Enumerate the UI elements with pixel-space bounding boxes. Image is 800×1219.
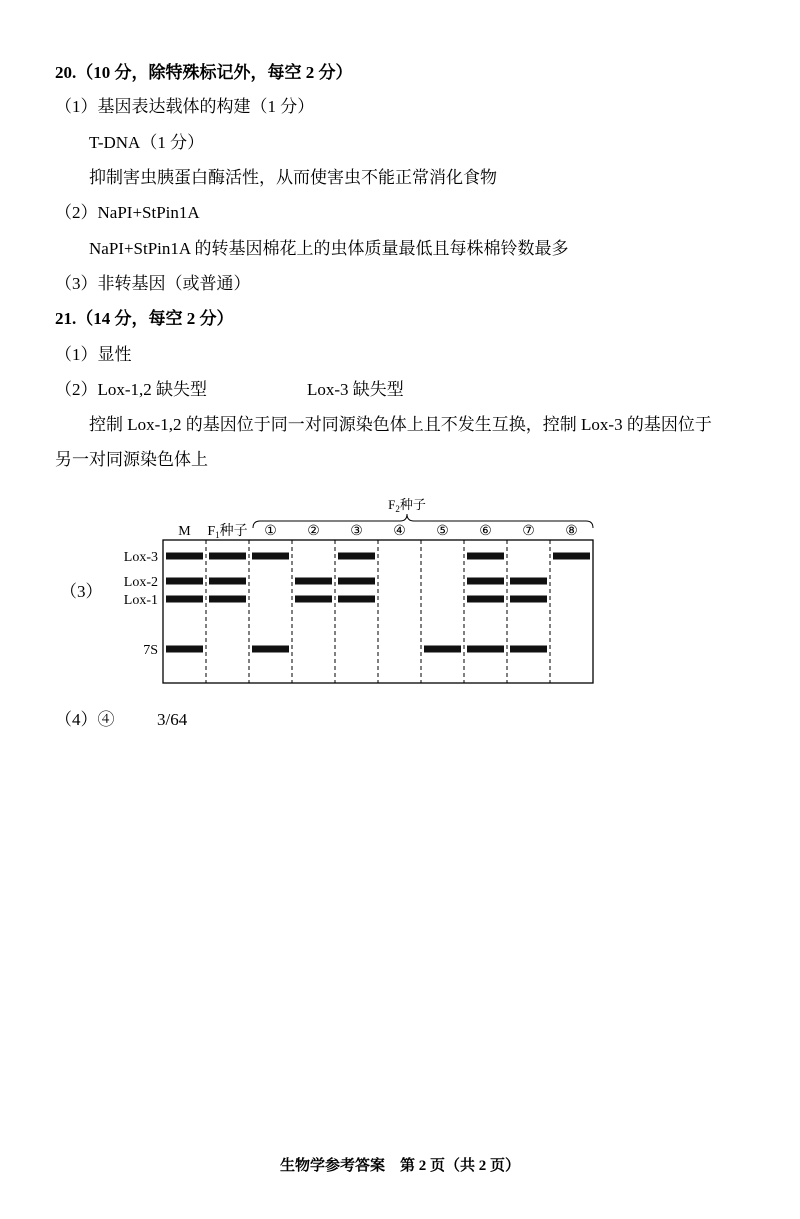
label-main: ⑤ <box>436 524 449 539</box>
lane-label-1 <box>207 523 247 540</box>
lane-label-3 <box>307 524 320 539</box>
q21-heading: 21.（14 分，每空 2 分） <box>55 309 234 328</box>
band-lox-1-lane-1 <box>209 596 246 603</box>
band-lox-3-lane-1 <box>209 553 246 560</box>
row-label-7s: 7S <box>143 643 158 658</box>
band-lox-1-lane-7 <box>467 596 504 603</box>
lane-label-7 <box>479 524 492 539</box>
label-main: ④ <box>393 524 406 539</box>
label-suffix: 种子 <box>399 497 426 512</box>
band-7s-lane-2 <box>252 646 289 653</box>
band-lox-3-lane-7 <box>467 553 504 560</box>
label-main: F <box>207 524 216 539</box>
q21-part2-explanation-line1: 控制 Lox-1,2 的基因位于同一对同源染色体上且不发生互换，控制 Lox-3 的基因位于 <box>89 415 712 434</box>
page-footer: 生物学参考答案 第 2 页（共 2 页） <box>279 1158 520 1174</box>
band-7s-lane-8 <box>510 646 547 653</box>
q20-part3: （3）非转基因（或普通） <box>55 274 251 293</box>
q21-part2-answer-a: （2）Lox-1,2 缺失型 <box>55 380 208 399</box>
band-7s-lane-6 <box>424 646 461 653</box>
q20-part1-answer-3: 抑制害虫胰蛋白酶活性，从而使害虫不能正常消化食物 <box>89 168 497 187</box>
q20-part2-label: （2）NaPI+StPin1A <box>55 203 200 222</box>
lane-label-6 <box>436 524 449 539</box>
label-main: M <box>178 524 191 539</box>
q21-part1: （1）显性 <box>55 345 132 364</box>
label-subscript: 2 <box>395 504 400 514</box>
q20-part2-answer-2: NaPI+StPin1A 的转基因棉花上的虫体质量最低且每株棉铃数最多 <box>89 239 569 258</box>
lane-label-4 <box>350 524 363 539</box>
q20-heading: 20.（10 分，除特殊标记外，每空 2 分） <box>55 63 353 82</box>
lane-label-5 <box>393 524 406 539</box>
band-7s-lane-7 <box>467 646 504 653</box>
band-lox-3-lane-9 <box>553 553 590 560</box>
q21-part3-label: （3） <box>60 582 103 601</box>
band-lox-3-lane-0 <box>166 553 203 560</box>
label-subscript: 1 <box>215 530 220 540</box>
band-lox-2-lane-4 <box>338 578 375 585</box>
group-brace <box>253 514 593 528</box>
label-main: ② <box>307 524 320 539</box>
band-lox-3-lane-4 <box>338 553 375 560</box>
label-main: F <box>388 497 396 512</box>
band-lox-3-lane-2 <box>252 553 289 560</box>
label-main: ① <box>264 524 277 539</box>
label-suffix: 种子 <box>219 524 248 539</box>
group-label <box>388 497 426 514</box>
q21-part2-answer-b: Lox-3 缺失型 <box>307 380 404 399</box>
band-lox-2-lane-1 <box>209 578 246 585</box>
label-main: ③ <box>350 524 363 539</box>
band-lox-2-lane-0 <box>166 578 203 585</box>
q21-part4-value: 3/64 <box>157 710 188 729</box>
electrophoresis-gel-diagram <box>0 490 800 690</box>
q21-part2-explanation-line2: 另一对同源染色体上 <box>55 450 208 469</box>
q20-part1-answer-2: T-DNA（1 分） <box>89 133 205 152</box>
q20-part1-label: （1）基因表达载体的构建（1 分） <box>55 97 315 116</box>
lane-label-0 <box>178 524 191 539</box>
label-main: ⑧ <box>565 524 578 539</box>
band-lox-1-lane-8 <box>510 596 547 603</box>
label-main: ⑥ <box>479 524 492 539</box>
band-lox-2-lane-8 <box>510 578 547 585</box>
lane-label-2 <box>264 524 277 539</box>
row-label-lox-2: Lox-2 <box>123 575 158 590</box>
band-lox-1-lane-0 <box>166 596 203 603</box>
band-lox-1-lane-4 <box>338 596 375 603</box>
q21-part4-label: （4）④ <box>55 710 115 729</box>
lane-label-8 <box>522 524 535 539</box>
row-label-lox-1: Lox-1 <box>123 593 158 608</box>
lane-label-9 <box>565 524 578 539</box>
band-lox-2-lane-3 <box>295 578 332 585</box>
band-lox-1-lane-3 <box>295 596 332 603</box>
label-main: ⑦ <box>522 524 535 539</box>
band-lox-2-lane-7 <box>467 578 504 585</box>
row-label-lox-3: Lox-3 <box>123 550 158 565</box>
band-7s-lane-0 <box>166 646 203 653</box>
